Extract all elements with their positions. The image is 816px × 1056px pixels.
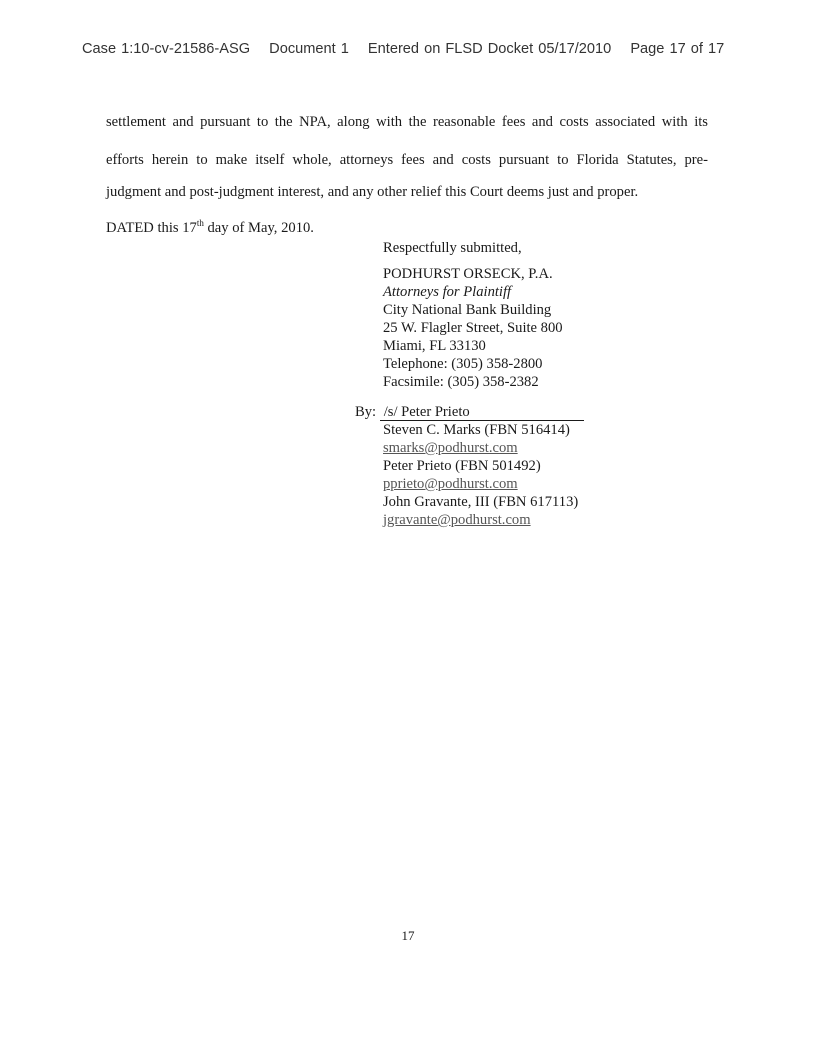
page-number: 17 — [401, 928, 415, 943]
case-number: Case 1:10-cv-21586-ASG — [82, 41, 251, 57]
attorney-name: Steven C. Marks (FBN 516414) — [383, 422, 570, 438]
signature-block-firm — [383, 239, 563, 391]
by-label: By: — [355, 404, 377, 420]
docket-header — [82, 41, 724, 57]
firm-building: City National Bank Building — [383, 302, 552, 318]
dated-line — [106, 218, 314, 237]
attorney-email-link[interactable]: smarks@podhurst.com — [383, 440, 518, 456]
docket-entry: Entered on FLSD Docket 05/17/2010 — [367, 41, 612, 57]
firm-name: PODHURST ORSECK, P.A. — [383, 266, 553, 282]
firm-facsimile: Facsimile: (305) 358-2382 — [383, 374, 539, 390]
signature-line — [355, 404, 584, 421]
attorney-email-link[interactable]: jgravante@podhurst.com — [383, 512, 531, 528]
signature-block-attorneys — [383, 421, 578, 529]
firm-city: Miami, FL 33130 — [383, 338, 486, 354]
dated-suffix: day of May, 2010. — [203, 220, 314, 236]
page-count: Page 17 of 17 — [630, 41, 725, 57]
body-line-3: judgment and post-judgment interest, and any other relief this Court deems just and proper. — [106, 184, 639, 200]
attorney-email-link[interactable]: pprieto@podhurst.com — [383, 476, 518, 492]
electronic-signature: /s/ Peter Prieto — [380, 404, 584, 421]
document-number: Document 1 — [269, 41, 349, 57]
body-line-1: settlement and pursuant to the NPA, along with the reasonable fees and costs associated with its — [106, 114, 708, 130]
dated-prefix: DATED this 17 — [106, 220, 197, 236]
closing-text: Respectfully submitted, — [383, 240, 522, 256]
attorney-name: John Gravante, III (FBN 617113) — [383, 494, 579, 510]
firm-street: 25 W. Flagler Street, Suite 800 — [383, 320, 563, 336]
dated-ordinal: th — [196, 218, 204, 228]
body-line-2: efforts herein to make itself whole, attorneys fees and costs pursuant to Florida Statutes, pre- — [106, 152, 708, 168]
firm-telephone: Telephone: (305) 358-2800 — [383, 356, 543, 372]
spacer — [383, 257, 563, 265]
attorney-name: Peter Prieto (FBN 501492) — [383, 458, 541, 474]
firm-role: Attorneys for Plaintiff — [383, 284, 512, 300]
